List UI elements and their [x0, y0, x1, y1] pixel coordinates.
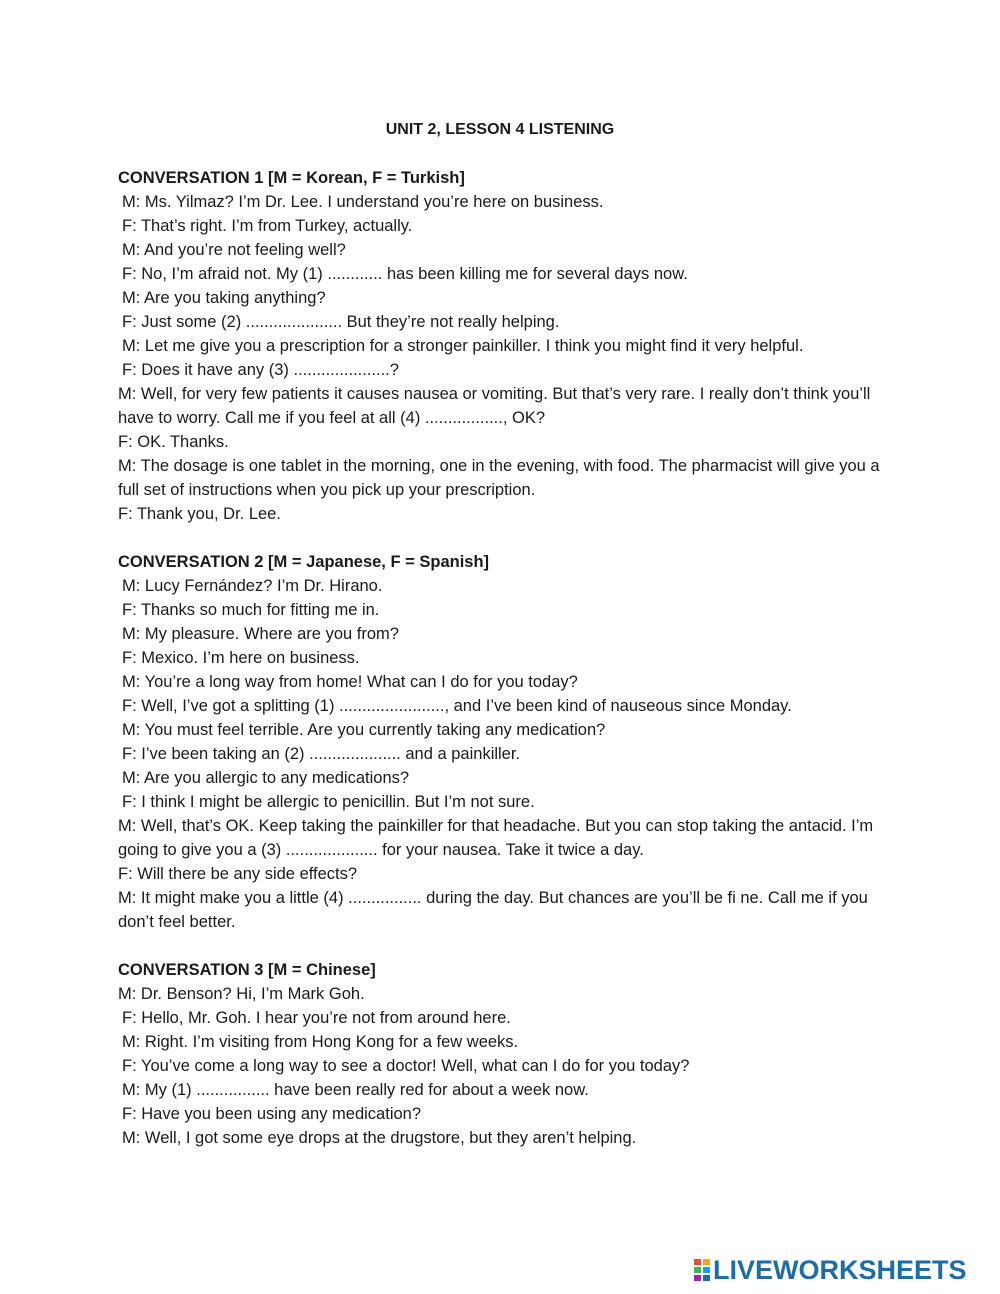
dialogue-line: M: Lucy Fernández? I’m Dr. Hirano.	[122, 577, 383, 595]
conversation-1	[118, 166, 888, 526]
dialogue-line: M: The dosage is one tablet in the morning, one in the evening, with food. The pharmacist will give you a full set of instructions when you pick up your prescription.	[118, 457, 880, 499]
dialogue-line: F: That’s right. I’m from Turkey, actually.	[122, 217, 413, 235]
dialogue-line: F: I think I might be allergic to penicillin. But I’m not sure.	[122, 793, 535, 811]
dialogue-line: F: Will there be any side effects?	[118, 865, 358, 883]
dialogue-line: M: Ms. Yilmaz? I’m Dr. Lee. I understand you’re here on business.	[122, 193, 604, 211]
dialogue-line: M: You’re a long way from home! What can I do for you today?	[122, 673, 578, 691]
dialogue-line: M: Well, for very few patients it causes nausea or vomiting. But that’s very rare. I really don’t think you’ll have to worry. Call me if you feel at all (4) ................., OK?	[118, 385, 871, 427]
logo-block	[694, 1259, 701, 1265]
dialogue-line: F: Does it have any (3) .....................?	[122, 361, 399, 379]
conversation-heading: CONVERSATION 3 [M = Chinese]	[118, 961, 376, 979]
dialogue-line: F: Hello, Mr. Goh. I hear you’re not from around here.	[122, 1009, 511, 1027]
page-title: UNIT 2, LESSON 4 LISTENING	[385, 121, 615, 138]
conversation-2	[118, 550, 888, 934]
dialogue-line: F: Just some (2) ..................... But they’re not really helping.	[122, 313, 560, 331]
dialogue-line: M: My (1) ................ have been really red for about a week now.	[122, 1081, 589, 1099]
logo-mark-icon	[693, 1258, 711, 1282]
dialogue-line: M: It might make you a little (4) ................ during the day. But chances are you’ll be fi ne. Call me if you don’t feel better.	[118, 889, 868, 931]
dialogue-line: M: Right. I’m visiting from Hong Kong for a few weeks.	[122, 1033, 519, 1051]
logo-block	[694, 1275, 701, 1281]
conversation-heading: CONVERSATION 1 [M = Korean, F = Turkish]	[118, 169, 465, 187]
dialogue-line: F: Have you been using any medication?	[122, 1105, 422, 1123]
dialogue-line: M: And you’re not feeling well?	[122, 241, 346, 259]
dialogue-line: F: I’ve been taking an (2) .................... and a painkiller.	[122, 745, 521, 763]
dialogue-line: M: You must feel terrible. Are you currently taking any medication?	[122, 721, 606, 739]
dialogue-line: F: OK. Thanks.	[118, 433, 229, 451]
logo-block	[703, 1267, 710, 1273]
liveworksheets-logo[interactable]	[693, 1254, 967, 1286]
logo-block	[694, 1267, 701, 1273]
transcript	[118, 166, 888, 1174]
conversation-3	[118, 958, 888, 1150]
dialogue-line: M: My pleasure. Where are you from?	[122, 625, 399, 643]
dialogue-line: M: Dr. Benson? Hi, I’m Mark Goh.	[118, 985, 365, 1003]
dialogue-line: F: Well, I’ve got a splitting (1) ......................., and I’ve been kind of nauseous since Monday.	[122, 697, 792, 715]
dialogue-line: F: Thank you, Dr. Lee.	[118, 505, 281, 523]
dialogue-line: M: Are you allergic to any medications?	[122, 769, 410, 787]
dialogue-line: F: No, I’m afraid not. My (1) ............ has been killing me for several days now.	[122, 265, 688, 283]
conversation-heading: CONVERSATION 2 [M = Japanese, F = Spanish]	[118, 553, 490, 571]
logo-text: LIVEWORKSHEETS	[713, 1255, 967, 1285]
dialogue-line: M: Are you taking anything?	[122, 289, 326, 307]
dialogue-line: F: Mexico. I’m here on business.	[122, 649, 360, 667]
logo-block	[703, 1259, 710, 1265]
logo-block	[703, 1275, 710, 1281]
dialogue-line: F: You’ve come a long way to see a doctor! Well, what can I do for you today?	[122, 1057, 690, 1075]
dialogue-line: M: Let me give you a prescription for a stronger painkiller. I think you might find it very helpful.	[122, 337, 804, 355]
dialogue-line: M: Well, that’s OK. Keep taking the painkiller for that headache. But you can stop taking the antacid. I’m going to give you a (3) .................... for your nausea. Take it twice a day.	[118, 817, 874, 859]
dialogue-line: M: Well, I got some eye drops at the drugstore, but they aren’t helping.	[122, 1129, 637, 1147]
dialogue-line: F: Thanks so much for fitting me in.	[122, 601, 380, 619]
